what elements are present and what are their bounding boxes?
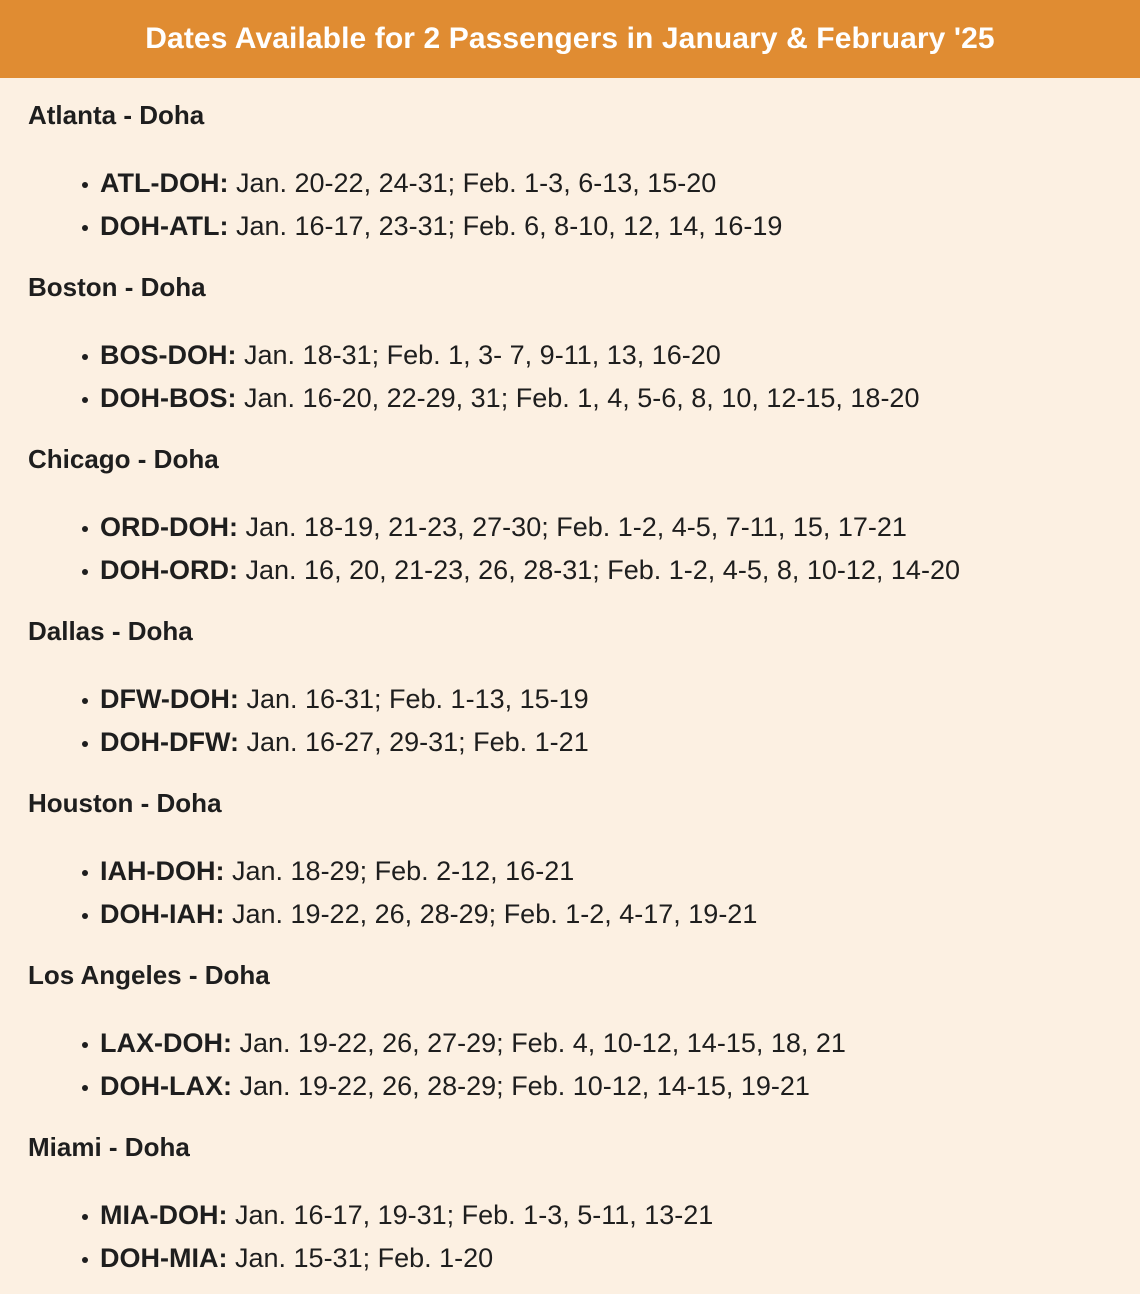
route-code: BOS-DOH: (100, 340, 237, 370)
list-item (100, 721, 1112, 764)
list-item (100, 678, 1112, 721)
list-item (100, 1194, 1112, 1237)
route-bullets (28, 334, 1112, 420)
route-bullets (28, 162, 1112, 248)
route-bullets (28, 678, 1112, 764)
section-boston (28, 270, 1112, 420)
list-item (100, 549, 1112, 592)
section-heading: Miami - Doha (28, 1132, 190, 1162)
list-item (100, 850, 1112, 893)
route-dates: Jan. 16-31; Feb. 1-13, 15-19 (246, 684, 589, 714)
route-dates: Jan. 18-31; Feb. 1, 3- 7, 9-11, 13, 16-20 (244, 340, 721, 370)
list-item (100, 334, 1112, 377)
section-atlanta (28, 98, 1112, 248)
route-code: LAX-DOH: (100, 1028, 232, 1058)
route-code: DOH-ORD: (100, 555, 238, 585)
page-title: Dates Available for 2 Passengers in January & February '25 (145, 22, 995, 55)
route-dates: Jan. 16-20, 22-29, 31; Feb. 1, 4, 5-6, 8, 10, 12-15, 18-20 (244, 383, 920, 413)
route-dates: Jan. 18-29; Feb. 2-12, 16-21 (232, 856, 575, 886)
list-item (100, 506, 1112, 549)
route-bullets (28, 506, 1112, 592)
route-dates: Jan. 16-27, 29-31; Feb. 1-21 (246, 727, 589, 757)
section-heading: Los Angeles - Doha (28, 960, 270, 990)
section-miami (28, 1130, 1112, 1280)
list-item (100, 377, 1112, 420)
route-dates: Jan. 16-17, 23-31; Feb. 6, 8-10, 12, 14, 16-19 (235, 211, 783, 241)
route-dates: Jan. 16, 20, 21-23, 26, 28-31; Feb. 1-2, 4-5, 8, 10-12, 14-20 (245, 555, 960, 585)
section-heading: Atlanta - Doha (28, 100, 205, 130)
route-code: DOH-MIA: (100, 1243, 228, 1273)
route-dates: Jan. 16-17, 19-31; Feb. 1-3, 5-11, 13-21 (235, 1200, 714, 1230)
route-code: ATL-DOH: (100, 168, 229, 198)
list-item (100, 1065, 1112, 1108)
route-code: MIA-DOH: (100, 1200, 228, 1230)
section-heading: Dallas - Doha (28, 616, 193, 646)
route-bullets (28, 1022, 1112, 1108)
route-bullets (28, 1194, 1112, 1280)
route-dates: Jan. 15-31; Feb. 1-20 (235, 1243, 494, 1273)
route-dates: Jan. 18-19, 21-23, 27-30; Feb. 1-2, 4-5, 7-11, 15, 17-21 (245, 512, 907, 542)
route-code: DFW-DOH: (100, 684, 239, 714)
section-los-angeles (28, 958, 1112, 1108)
route-code: DOH-ATL: (100, 211, 229, 241)
route-dates: Jan. 19-22, 26, 28-29; Feb. 10-12, 14-15, 19-21 (239, 1071, 810, 1101)
route-code: DOH-IAH: (100, 899, 225, 929)
route-code: DOH-DFW: (100, 727, 239, 757)
route-dates: Jan. 20-22, 24-31; Feb. 1-3, 6-13, 15-20 (235, 168, 717, 198)
list-item (100, 893, 1112, 936)
route-dates: Jan. 19-22, 26, 28-29; Feb. 1-2, 4-17, 19-21 (232, 899, 758, 929)
list-item (100, 1022, 1112, 1065)
route-list (0, 78, 1140, 1280)
section-chicago (28, 442, 1112, 592)
route-code: IAH-DOH: (100, 856, 225, 886)
section-heading: Chicago - Doha (28, 444, 219, 474)
list-item (100, 162, 1112, 205)
list-item (100, 205, 1112, 248)
route-code: DOH-BOS: (100, 383, 237, 413)
section-heading: Houston - Doha (28, 788, 222, 818)
route-dates: Jan. 19-22, 26, 27-29; Feb. 4, 10-12, 14-15, 18, 21 (239, 1028, 846, 1058)
route-code: ORD-DOH: (100, 512, 238, 542)
list-item (100, 1237, 1112, 1280)
section-houston (28, 786, 1112, 936)
route-bullets (28, 850, 1112, 936)
header-banner (0, 0, 1140, 78)
section-dallas (28, 614, 1112, 764)
section-heading: Boston - Doha (28, 272, 206, 302)
route-code: DOH-LAX: (100, 1071, 232, 1101)
